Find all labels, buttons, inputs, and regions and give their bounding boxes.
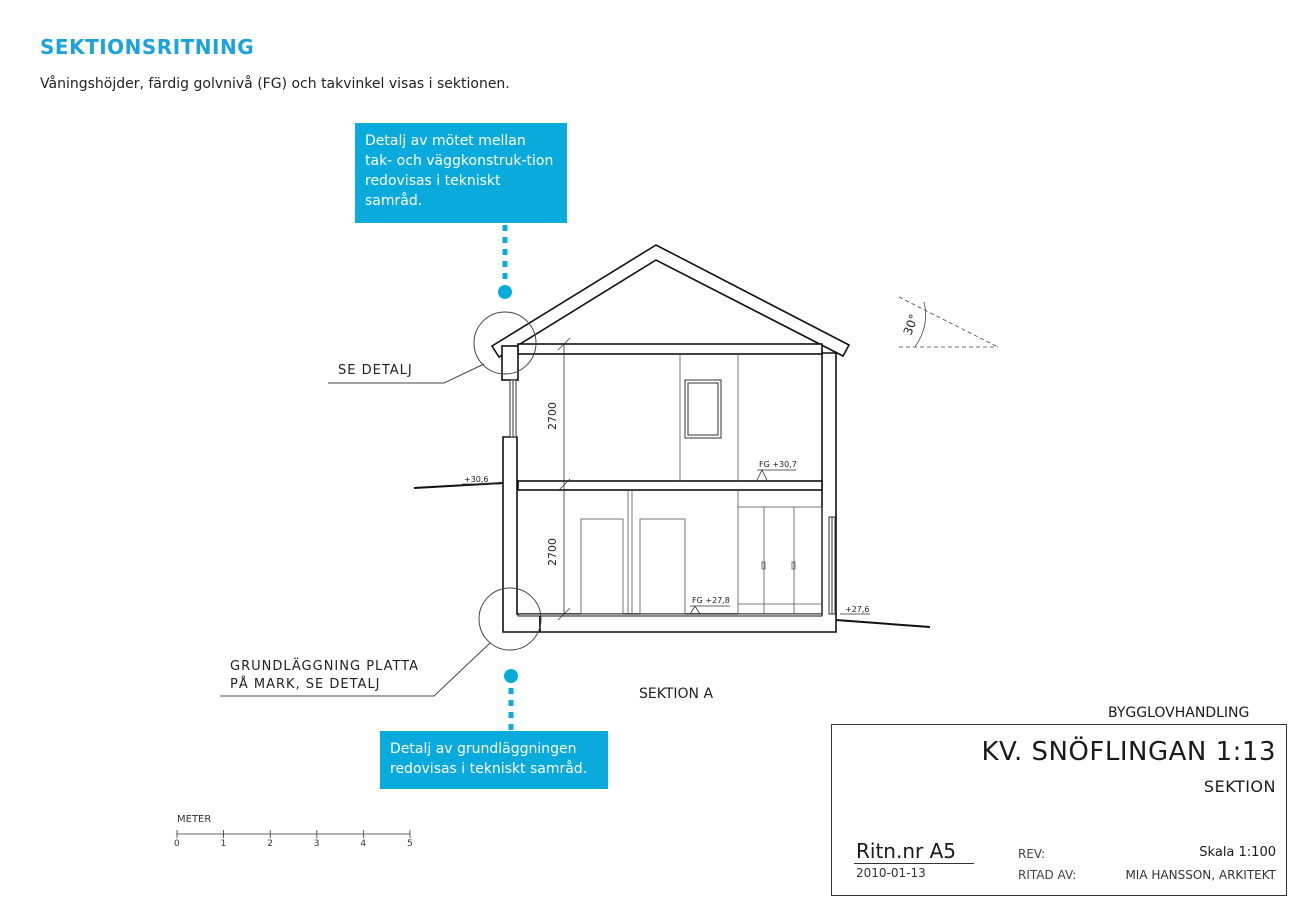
scale-bar — [174, 814, 413, 849]
label-se-detalj: SE DETALJ — [338, 363, 413, 378]
scale-bar-tick-label: 1 — [220, 839, 227, 849]
scale-bar-tick-label: 3 — [313, 839, 320, 849]
dimension-upper-storey: 2700 — [546, 402, 559, 430]
level-ground-left: +30,6 — [464, 475, 489, 484]
callout-connector-bottom — [504, 669, 518, 731]
project-name: KV. SNÖFLINGAN 1:13 — [981, 737, 1276, 767]
roof-angle-label: 30° — [900, 312, 922, 338]
level-ground-right: +27,6 — [845, 605, 870, 614]
scale-text: Skala 1:100 — [1199, 845, 1276, 860]
dimension-lines — [558, 338, 570, 620]
scale-bar-tick-label: 2 — [267, 839, 273, 849]
sheet-type: SEKTION — [1203, 777, 1276, 796]
scale-bar-tick-label: 5 — [407, 839, 413, 849]
roof — [492, 245, 849, 357]
label-foundation-line2: PÅ MARK, SE DETALJ — [230, 677, 381, 692]
drawing-number: Ritn.nr A5 — [856, 839, 956, 863]
title-block — [831, 724, 1287, 896]
scale-bar-tick-label: 0 — [174, 839, 180, 849]
scale-bar-tick-label: 4 — [360, 839, 367, 849]
drawn-by: MIA HANSSON, ARKITEKT — [1125, 868, 1276, 882]
page-subtitle: Våningshöjder, färdig golvnivå (FG) och takvinkel visas i sektionen. — [40, 76, 510, 92]
section-label: SEKTION A — [639, 686, 714, 702]
stage-label: BYGGLOVHANDLING — [1108, 705, 1250, 721]
drawn-by-label: RITAD AV: — [1018, 868, 1077, 882]
rev-label: REV: — [1018, 847, 1046, 861]
callout-foundation-detail: Detalj av grundläggningen redovisas i tekniskt samråd. — [380, 731, 608, 789]
callout-connector-top — [498, 225, 512, 299]
level-markers — [462, 470, 870, 614]
dimension-lower-storey: 2700 — [546, 538, 559, 566]
callout-roof-detail: Detalj av mötet mellan tak- och väggkonstruk-tion redovisas i tekniskt samråd. — [355, 123, 567, 223]
label-foundation-line1: GRUNDLÄGGNING PLATTA — [230, 659, 419, 674]
page-title: SEKTIONSRITNING — [40, 35, 255, 59]
walls — [502, 344, 836, 632]
level-fg-lower: FG +27,8 — [692, 596, 730, 605]
drawing-number-underline — [854, 863, 974, 864]
scale-bar-label: METER — [177, 814, 212, 825]
level-fg-upper: FG +30,7 — [759, 460, 797, 469]
date: 2010-01-13 — [856, 866, 926, 880]
